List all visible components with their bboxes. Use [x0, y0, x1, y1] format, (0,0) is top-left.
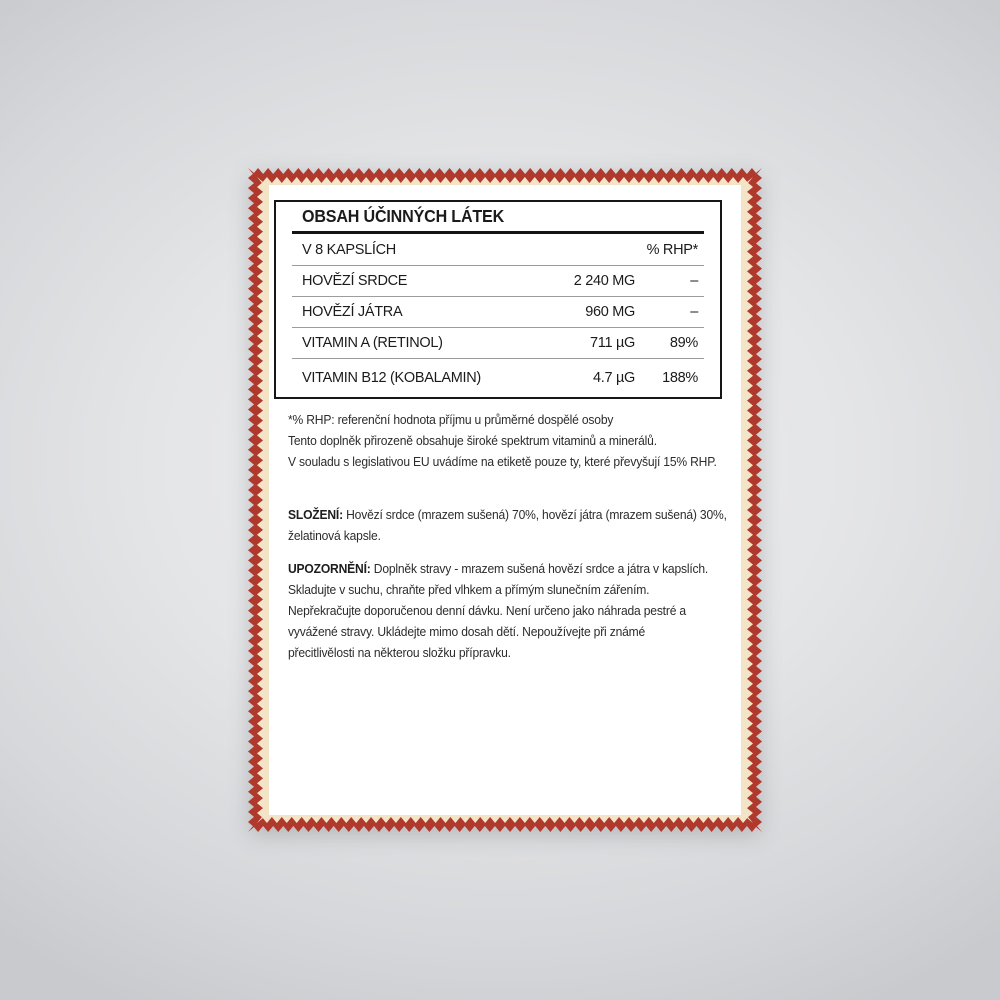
ingredient-rhp: – [690, 273, 698, 289]
footnote-line: Tento doplněk přirozeně obsahuje široké spektrum vitaminů a minerálů. [288, 433, 657, 448]
table-header-row [292, 234, 704, 266]
header-rhp: % RHP* [646, 241, 698, 258]
paragraph-line: UPOZORNĚNÍ: Doplněk stravy - mrazem sušená hovězí srdce a játra v kapslích. [288, 561, 709, 576]
header-serving: V 8 KAPSLÍCH [302, 241, 396, 258]
rhp-footnote [288, 409, 717, 472]
footnote-line: *% RHP: referenční hodnota příjmu u průměrné dospělé osoby [288, 412, 614, 427]
table-row [292, 297, 704, 328]
facts-table [274, 200, 722, 399]
ingredient-name: VITAMIN B12 (KOBALAMIN) [302, 370, 481, 386]
paragraph-line: želatinová kapsle. [288, 528, 381, 543]
table-row [292, 328, 704, 359]
paragraph-line: vyvážené stravy. Ukládejte mimo dosah dětí. Nepoužívejte při známé [288, 624, 646, 639]
paragraph-line: Nepřekračujte doporučenou denní dávku. Není určeno jako náhrada pestré a [288, 603, 686, 618]
ingredient-rhp: 188% [662, 370, 698, 386]
supplement-label-card [247, 167, 763, 833]
table-title-row [292, 202, 704, 234]
table-title: OBSAH ÚČINNÝCH LÁTEK [302, 206, 505, 226]
paragraph-line: SLOŽENÍ: Hovězí srdce (mrazem sušená) 70%, hovězí játra (mrazem sušená) 30%, [288, 507, 727, 522]
footnote-line: V souladu s legislativou EU uvádíme na etiketě pouze ty, které převyšují 15% RHP. [288, 454, 717, 469]
ingredients-paragraph [288, 504, 727, 546]
ingredient-rhp: – [690, 304, 698, 320]
ingredient-amount: 4.7 µG [592, 370, 635, 386]
paragraph-line: Skladujte v suchu, chraňte před vlhkem a přímým slunečním zářením. [288, 582, 650, 597]
warning-paragraph [288, 558, 708, 663]
ingredient-name: HOVĚZÍ SRDCE [302, 273, 408, 289]
ingredient-amount: 711 µG [590, 335, 635, 351]
ingredient-rhp: 89% [669, 335, 698, 351]
ingredient-name: HOVĚZÍ JÁTRA [302, 304, 403, 320]
label-content [247, 167, 763, 833]
ingredient-amount: 2 240 MG [573, 273, 635, 289]
table-row [292, 266, 704, 297]
table-row [292, 359, 704, 397]
ingredient-name: VITAMIN A (RETINOL) [302, 335, 443, 351]
paragraph-line: přecitlivělosti na některou složku přípravku. [288, 645, 511, 660]
slozeni-label: SLOŽENÍ: [288, 507, 343, 522]
ingredient-amount: 960 MG [585, 304, 635, 320]
upozorneni-label: UPOZORNĚNÍ: [288, 561, 371, 576]
